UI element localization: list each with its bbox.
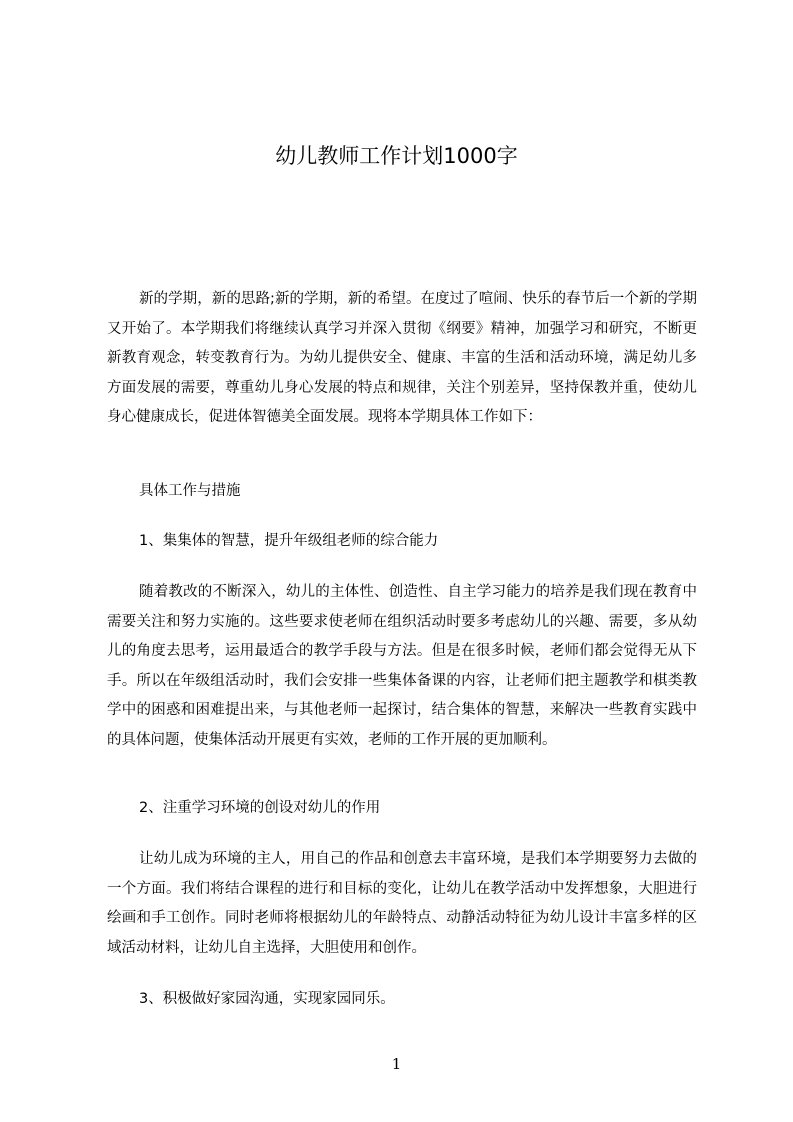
- item1-heading: 1、集集体的智慧，提升年级组老师的综合能力: [139, 533, 439, 549]
- item1-paragraph: 随着教改的不断深入，幼儿的主体性、创造性、自主学习能力的培养是我们现在教育中需要关注和努力实施的。这些要求使老师在组织活动时要多考虑幼儿的兴趣、需要，多从幼儿的角度去思考，运用最适合的教学手段与方法。但是在很多时候，老师们都会觉得无从下手。所以在年级组活动时，我们会安排一些集体备课的内容，让老师们把主题教学和棋类教学中的困惑和困难提出来，与其他老师一起探讨，结合集体的智慧，来解决一些教育实践中的具体问题，使集体活动开展更有实效，老师的工作开展的更加顺利。: [107, 584, 697, 748]
- intro-paragraph: 新的学期，新的思路;新的学期，新的希望。在度过了喧闹、快乐的春节后一个新的学期又开始了。本学期我们将继续认真学习并深入贯彻《纲要》精神，加强学习和研究，不断更新教育观念，转变教育行为。为幼儿提供安全、健康、丰富的生活和活动环境，满足幼儿多方面发展的需要，尊重幼儿身心发展的特点和规律，关注个别差异，坚持保教并重，使幼儿身心健康成长，促进体智德美全面发展。现将本学期具体工作如下：: [107, 291, 697, 425]
- item3-heading: 3、积极做好家园沟通，实现家园同乐。: [139, 991, 395, 1007]
- document-title: 幼儿教师工作计划1000字: [275, 144, 518, 168]
- page-number: 1: [391, 1055, 402, 1073]
- section-heading: 具体工作与措施: [139, 483, 241, 499]
- item2-heading: 2、注重学习环境的创设对幼儿的作用: [139, 800, 381, 816]
- item2-paragraph: 让幼儿成为环境的主人，用自己的作品和创意去丰富环境，是我们本学期要努力去做的一个方面。我们将结合课程的进行和目标的变化，让幼儿在教学活动中发挥想象，大胆进行绘画和手工创作。同时老师将根据幼儿的年龄特点、动静活动特征为幼儿设计丰富多样的区域活动材料，让幼儿自主选择，大胆使用和创作。: [107, 851, 697, 956]
